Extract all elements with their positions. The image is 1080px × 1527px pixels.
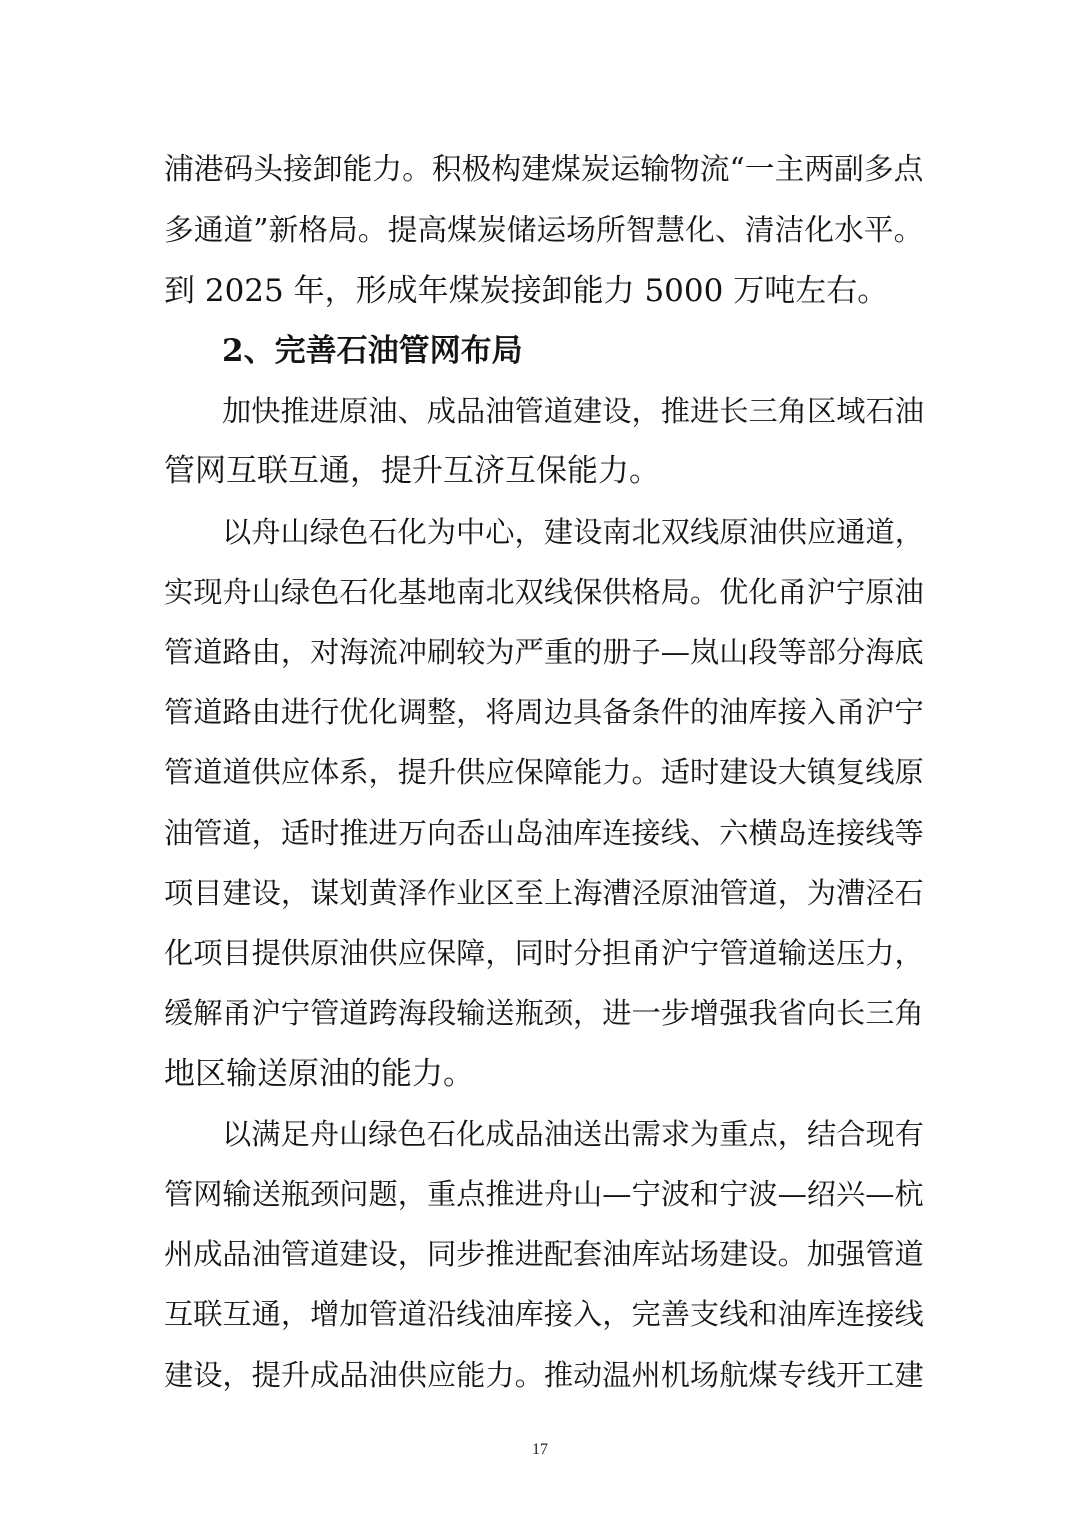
text-line: 建设，提升成品油供应能力。推动温州机场航煤专线开工建 (164, 1358, 924, 1392)
text-line: 多通道”新格局。提高煤炭储运场所智慧化、清洁化水平。 (164, 213, 924, 248)
text-line: 到 2025 年，形成年煤炭接卸能力 5000 万吨左右。 (164, 273, 889, 309)
text-line: 项目建设，谋划黄泽作业区至上海漕泾原油管道，为漕泾石 (164, 876, 924, 910)
text-line: 管道路由，对海流冲刷较为严重的册子—岚山段等部分海底 (164, 635, 924, 669)
text-line: 管道路由进行优化调整，将周边具备条件的油库接入甬沪宁 (164, 695, 924, 729)
paragraph-first-line: 加快推进原油、成品油管道建设，推进长三角区域石油 (222, 394, 924, 428)
text-line: 州成品油管道建设，同步推进配套油库站场建设。加强管道 (164, 1237, 924, 1271)
text-line: 互联互通，增加管道沿线油库接入，完善支线和油库连接线 (164, 1297, 924, 1331)
text-line: 缓解甬沪宁管道跨海段输送瓶颈，进一步增强我省向长三角 (164, 996, 924, 1030)
text-line: 浦港码头接卸能力。积极构建煤炭运输物流“一主两副多点 (164, 152, 924, 187)
text-line: 管网输送瓶颈问题，重点推进舟山—宁波和宁波—绍兴—杭 (164, 1177, 924, 1211)
text-line: 油管道，适时推进万向岙山岛油库连接线、六横岛连接线等 (164, 816, 924, 850)
paragraph-first-line: 以舟山绿色石化为中心，建设南北双线原油供应通道， (222, 515, 924, 549)
section-heading: 2、完善石油管网布局 (222, 333, 523, 369)
text-line: 化项目提供原油供应保障，同时分担甬沪宁管道输送压力， (164, 936, 924, 970)
text-line: 管道道供应体系，提升供应保障能力。适时建设大镇复线原 (164, 755, 924, 789)
paragraph-first-line: 以满足舟山绿色石化成品油送出需求为重点，结合现有 (222, 1117, 924, 1151)
page-number: 17 (532, 1441, 548, 1458)
text-line: 实现舟山绿色石化基地南北双线保供格局。优化甬沪宁原油 (164, 575, 924, 609)
text-line: 地区输送原油的能力。 (164, 1056, 474, 1092)
text-line: 管网互联互通，提升互济互保能力。 (164, 453, 660, 489)
